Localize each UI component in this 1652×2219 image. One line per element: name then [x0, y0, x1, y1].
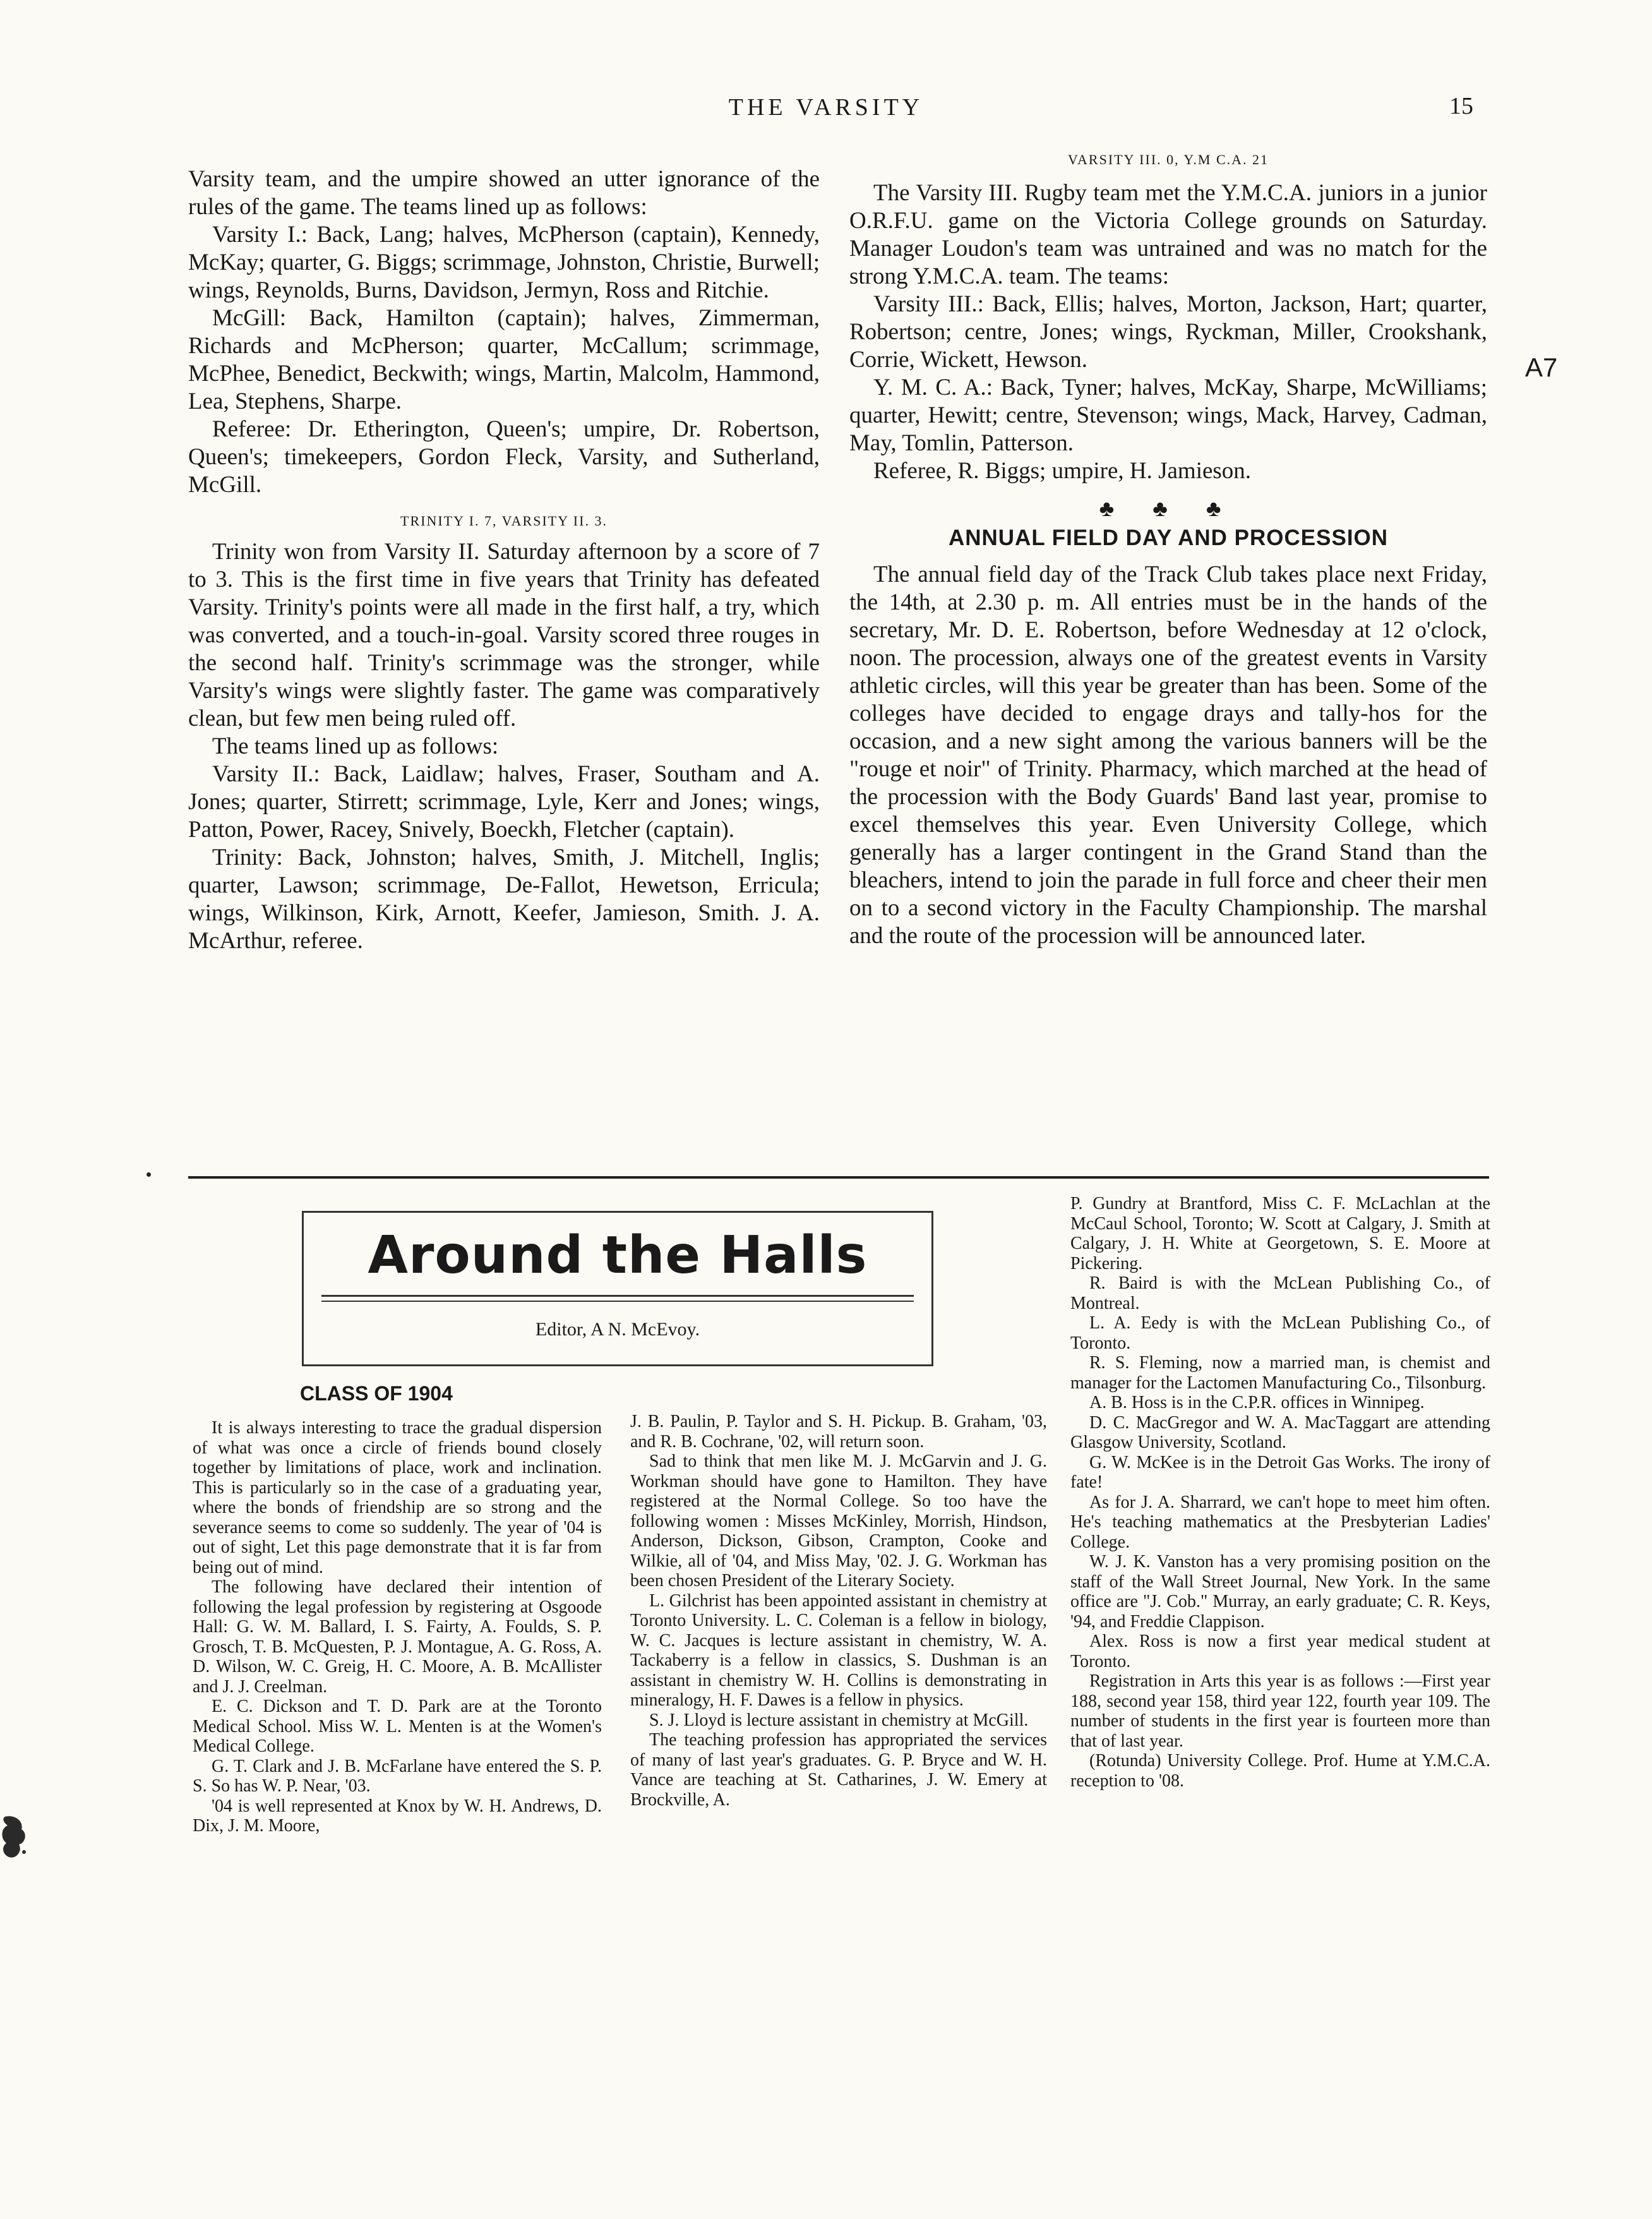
paragraph: D. C. MacGregor and W. A. MacTaggart are attending Glasgow University, Scotland.: [1070, 1412, 1490, 1452]
paragraph: Varsity III.: Back, Ellis; halves, Morton, Jackson, Hart; quarter, Robertson; centre, Jones; wings, Ryckman, Miller, Crookshank, Corrie, Wickett, Hewson.: [849, 291, 1487, 373]
left-top-column: [188, 165, 820, 955]
ink-dot: [147, 1172, 151, 1177]
margin-annotation: A7: [1525, 352, 1558, 382]
bottom-column-3: [1070, 1194, 1490, 1791]
section-divider: [188, 1176, 1489, 1179]
paragraph: S. J. Lloyd is lecture assistant in chemistry at McGill.: [649, 1710, 1029, 1730]
paragraph: Varsity team, and the umpire showed an utter ignorance of the rules of the game. The teams lined up as follows:: [188, 166, 820, 220]
paragraph: Alex. Ross is now a first year medical student at Toronto.: [1070, 1632, 1490, 1671]
paragraph: Referee: Dr. Etherington, Queen's; umpire, Dr. Robertson, Queen's; timekeepers, Gordon Fleck, Varsity, and Sutherland, McGill.: [188, 416, 820, 498]
trinity-match-heading: TRINITY I. 7, VARSITY II. 3.: [400, 513, 608, 529]
paragraph: Registration in Arts this year is as follows :—First year 188, second year 158, third year 122, fourth year 109. The number of students in the first year is fourteen more than that of last year.: [1070, 1671, 1490, 1751]
paragraph: G. T. Clark and J. B. McFarlane have entered the S. P. S. So has W. P. Near, '03.: [193, 1756, 602, 1796]
paragraph: G. W. McKee is in the Detroit Gas Works. The irony of fate!: [1070, 1452, 1490, 1492]
page-number: 15: [1449, 93, 1473, 119]
bottom-column-1: [193, 1382, 602, 1836]
paragraph: Y. M. C. A.: Back, Tyner; halves, McKay, Sharpe, McWilliams; quarter, Hewitt; centre, Stevenson; wings, Mack, Harvey, Cadman, May, Tomlin, Patterson.: [849, 375, 1487, 456]
banner-rule: [321, 1295, 914, 1297]
paragraph: McGill: Back, Hamilton (captain); halves, Zimmerman, Richards and McPherson; quarter, McCallum; scrimmage, McPhee, Benedict, Beckwith; wings, Martin, Malcolm, Hammond, Lea, Stephens, Sharpe.: [188, 305, 820, 414]
paragraph: R. S. Fleming, now a married man, is chemist and manager for the Lactomen Manufacturing Co., Tilsonburg.: [1070, 1353, 1490, 1393]
banner-title: Around the Halls: [368, 1225, 868, 1285]
paragraph: Trinity won from Varsity II. Saturday afternoon by a score of 7 to 3. This is the first time in five years that Trinity has defeated Varsity. Trinity's points were all made in the first half, a try, which was converted, and a touch-in-goal. Varsity scored three rouges in the second half. Trinity's scrimmage was the stronger, while Varsity's wings were slightly faster. The game was comparatively clean, but few men being ruled off.: [188, 539, 820, 731]
paragraph: It is always interesting to trace the gradual dispersion of what was once a circle of friends bound closely together by limitations of place, work and inclination. This is particularly so in the case of a graduating year, where the bonds of friendship are so strong and the severance seems to come so suddenly. The year of '04 is out of sight, Let this page demonstrate that it is far from being out of mind.: [193, 1418, 602, 1577]
paragraph: L. A. Eedy is with the McLean Publishing Co., of Toronto.: [1070, 1313, 1490, 1353]
paragraph: Varsity I.: Back, Lang; halves, McPherson (captain), Kennedy, McKay; quarter, G. Biggs; scrimmage, Johnston, Christie, Burwell; wings, Reynolds, Burns, Davidson, Jermyn, Ross and Ritchie.: [188, 222, 820, 303]
paragraph: The Varsity III. Rugby team met the Y.M.C.A. juniors in a junior O.R.F.U. game on the Victoria College grounds on Saturday. Manager Loudon's team was untrained and was no match for the strong Y.M.C.A. team. The teams:: [849, 180, 1487, 289]
ymca-match-heading: VARSITY III. 0, Y.M C.A. 21: [1067, 152, 1269, 167]
banner-editor: Editor, A N. McEvoy.: [535, 1319, 700, 1340]
paragraph: E. C. Dickson and T. D. Park are at the Toronto Medical School. Miss W. L. Menten is at the Women's Medical College.: [193, 1697, 602, 1756]
paragraph: R. Baird is with the McLean Publishing Co., of Montreal.: [1070, 1273, 1490, 1313]
paragraph: The teams lined up as follows:: [212, 733, 499, 759]
right-top-column: [849, 152, 1487, 950]
paragraph: L. Gilchrist has been appointed assistant in chemistry at Toronto University. L. C. Coleman is a fellow in biology, W. C. Jacques is lecture assistant in chemistry, W. A. Tackaberry is a fellow in classics, S. Dushman is an assistant in chemistry W. H. Collins is demonstrating in mineralogy, H. F. Dawes is a fellow in physics.: [630, 1591, 1047, 1710]
paragraph: The annual field day of the Track Club takes place next Friday, the 14th, at 2.30 p. m. All entries must be in the hands of the secretary, Mr. D. E. Robertson, before Wednesday at 12 o'clock, noon. The procession, always one of the greatest events in Varsity athletic circles, will this year be greater than has been. Some of the colleges have decided to engage drays and tally-hos for the occasion, and a new sight among the various banners will be the "rouge et noir" of Trinity. Pharmacy, which marched at the head of the procession with the Body Guards' Band last year, promise to excel themselves this year. Even University College, which generally has a larger contingent in the Grand Stand than the bleachers, intend to join the parade in full force and cheer their men on to a second victory in the Faculty Championship. The marshal and the route of the procession will be announced later.: [849, 562, 1487, 949]
field-day-heading: ANNUAL FIELD DAY AND PROCESSION: [948, 526, 1389, 550]
paragraph: P. Gundry at Brantford, Miss C. F. McLachlan at the McCaul School, Toronto; W. Scott at Calgary, J. Smith at Calgary, J. H. White at Georgetown, S. E. Moore at Pickering.: [1070, 1194, 1490, 1273]
around-the-halls-banner: [302, 1211, 933, 1366]
paragraph: (Rotunda) University College. Prof. Hume at Y.M.C.A. reception to '08.: [1070, 1751, 1490, 1791]
paragraph: Sad to think that men like M. J. McGarvin and J. G. Workman should have gone to Hamilton. They have registered at the Normal College. So too have the following women : Misses McKinley, Morrish, Hindson, Anderson, Dickson, Gibson, Crampton, Cooke and Wilkie, all of '04, and Miss May, '02. J. G. Workman has been chosen President of the Literary Society.: [630, 1452, 1047, 1591]
paragraph: As for J. A. Sharrard, we can't hope to meet him often. He's teaching mathematics at the Presbyterian Ladies' College.: [1070, 1492, 1490, 1552]
banner-rule: [321, 1301, 914, 1302]
class-of-1904-heading: CLASS OF 1904: [300, 1382, 453, 1405]
paragraph: Referee, R. Biggs; umpire, H. Jamieson.: [873, 458, 1252, 484]
paragraph: '04 is well represented at Knox by W. H. Andrews, D. Dix, J. M. Moore,: [193, 1796, 602, 1836]
paragraph: J. B. Paulin, P. Taylor and S. H. Pickup. B. Graham, '03, and R. B. Cochrane, '02, will return soon.: [630, 1412, 1047, 1452]
ink-blot-mark: [0, 1813, 29, 1862]
paragraph: A. B. Hoss is in the C.P.R. offices in Winnipeg.: [1089, 1393, 1425, 1412]
paragraph: The following have declared their intention of following the legal profession by registering at Osgoode Hall: G. W. M. Ballard, I. S. Fairty, A. Foulds, S. P. Grosch, T. B. McQuesten, P. J. Montague, A. G. Ross, A. D. Wilson, W. C. Greig, H. C. Moore, A. B. McAllister and J. J. Creelman.: [193, 1577, 602, 1697]
bottom-column-2: [630, 1412, 1047, 1810]
paragraph: The teaching profession has appropriated the services of many of last year's graduates. G. P. Bryce and W. H. Vance are teaching at St. Catharines, J. W. Emery at Brockville, A.: [630, 1730, 1047, 1810]
paragraph: Trinity: Back, Johnston; halves, Smith, J. Mitchell, Inglis; quarter, Lawson; scrimmage, De-Fallot, Hewetson, Erricula; wings, Wilkinson, Kirk, Arnott, Keefer, Jamieson, Smith. J. A. McArthur, referee.: [188, 845, 820, 954]
club-ornament-separator: ♣ ♣ ♣: [1099, 496, 1238, 521]
paragraph: W. J. K. Vanston has a very promising position on the staff of the Wall Street Journal, New York. In the same office are "J. Cob." Murray, an early graduate; C. R. Keys, '94, and Freddie Clappison.: [1070, 1552, 1490, 1632]
running-header: THE VARSITY: [728, 94, 924, 121]
paragraph: Varsity II.: Back, Laidlaw; halves, Fraser, Southam and A. Jones; quarter, Stirrett; scrimmage, Lyle, Kerr and Jones; wings, Patton, Power, Racey, Snively, Boeckh, Fletcher (captain).: [188, 761, 820, 843]
